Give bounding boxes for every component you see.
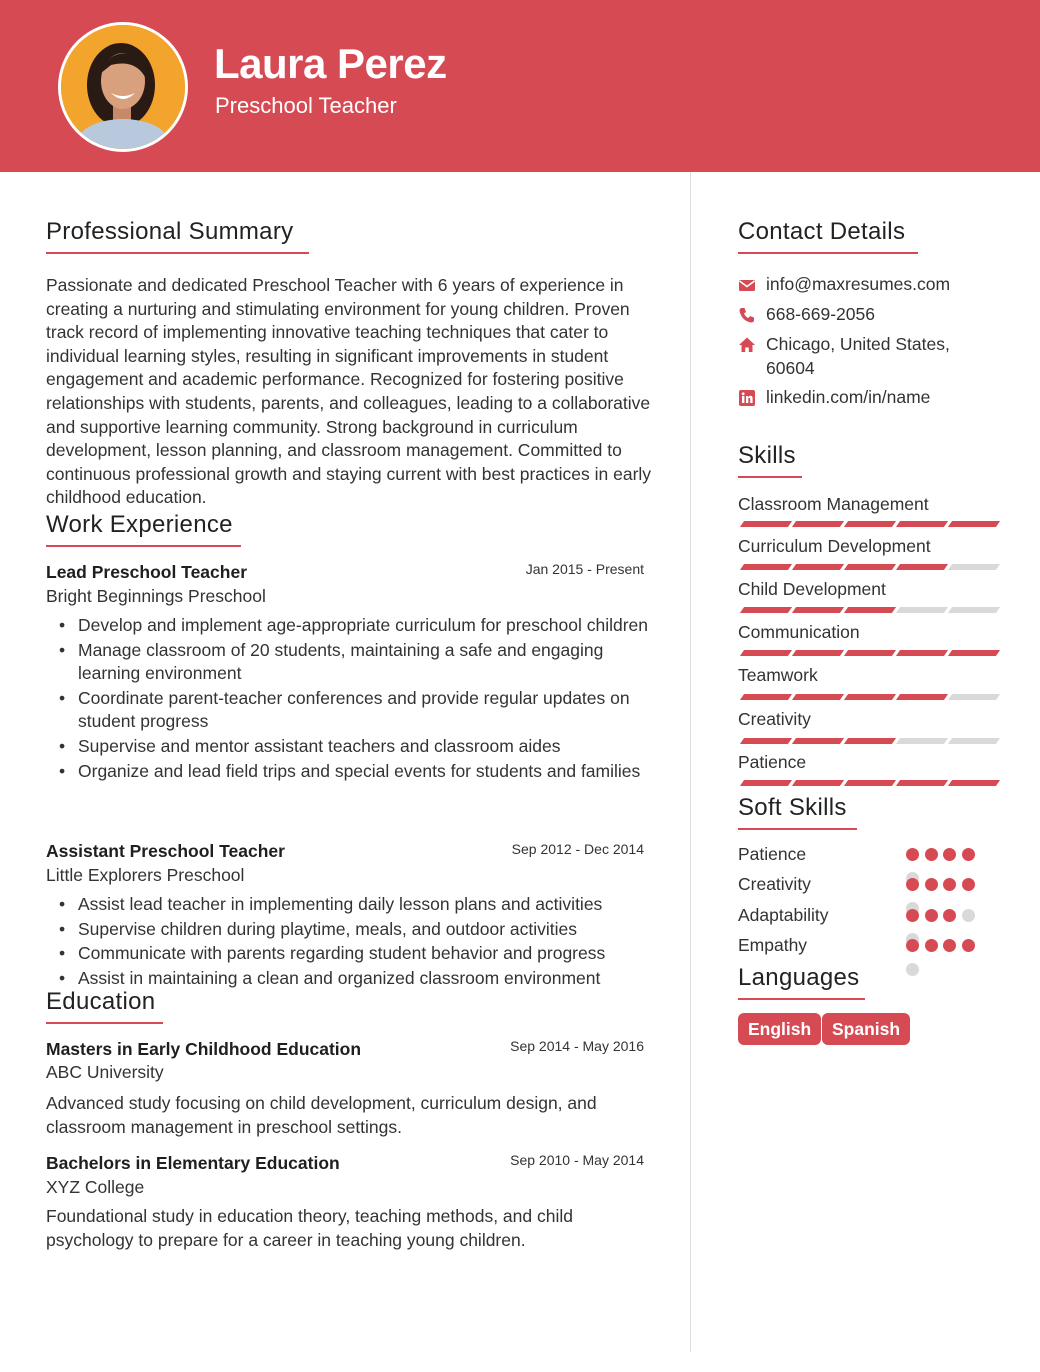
job-organization: Little Explorers Preschool (46, 865, 245, 885)
job-date: Jan 2015 - Present (525, 561, 644, 577)
skill-level-bar (738, 607, 994, 613)
skill-level-segment (896, 607, 948, 613)
job-title: Assistant Preschool Teacher (46, 841, 285, 861)
rating-dot (925, 909, 938, 922)
rating-dot (906, 848, 919, 861)
column-divider (690, 172, 691, 1352)
skill-level-bar (738, 650, 994, 656)
rating-dot (906, 909, 919, 922)
rating-dot (962, 939, 975, 952)
skill-level-segment (740, 780, 792, 786)
soft-skill-name: Empathy (738, 935, 808, 955)
rating-dot (925, 939, 938, 952)
language-badge: Spanish (822, 1013, 910, 1045)
experience-underline (46, 545, 241, 547)
education-date: Sep 2010 - May 2014 (510, 1152, 644, 1168)
list-item: • Develop and implement age-appropriate curriculum for preschool children (56, 614, 656, 638)
skill-level-segment (896, 564, 948, 570)
skill-level-segment (792, 738, 844, 744)
envelope-icon (738, 276, 756, 294)
list-item: • Coordinate parent-teacher conferences and provide regular updates on student progress (56, 687, 656, 734)
skill-level-segment (844, 650, 896, 656)
contact-heading: Contact Details (738, 218, 906, 245)
skill-level-bar (738, 738, 994, 744)
school-name: ABC University (46, 1062, 164, 1082)
experience-heading: Work Experience (46, 511, 233, 538)
skill-level-segment (740, 564, 792, 570)
rating-dot (943, 848, 956, 861)
contact-phone[interactable] (738, 303, 998, 327)
list-item: • Assist lead teacher in implementing daily lesson plans and activities (56, 893, 656, 917)
skill-level-segment (948, 694, 1000, 700)
skill-level-segment (844, 521, 896, 527)
school-name: XYZ College (46, 1177, 145, 1197)
education-underline (46, 1022, 163, 1024)
job-bullets (56, 614, 656, 784)
rating-dot (962, 909, 975, 922)
rating-dot (906, 878, 919, 891)
phone-icon (738, 306, 756, 324)
soft-skill-name: Adaptability (738, 905, 829, 925)
rating-dot (925, 848, 938, 861)
list-item: • Supervise children during playtime, meals, and outdoor activities (56, 918, 656, 942)
skill-level-segment (948, 738, 1000, 744)
contact-phone-text: 668-669-2056 (766, 304, 875, 324)
skill-level-segment (792, 650, 844, 656)
rating-dot (943, 909, 956, 922)
education-date: Sep 2014 - May 2016 (510, 1038, 644, 1054)
rating-dot (943, 939, 956, 952)
skill-level-segment (792, 564, 844, 570)
candidate-name: Laura Perez (214, 40, 447, 87)
skill-level-segment (792, 780, 844, 786)
degree-title: Bachelors in Elementary Education (46, 1153, 340, 1173)
contact-linkedin[interactable] (738, 386, 998, 410)
skill-name: Classroom Management (738, 494, 929, 514)
rating-dot (906, 963, 919, 976)
skill-name: Creativity (738, 709, 811, 729)
skill-name: Curriculum Development (738, 536, 931, 556)
education-description: Foundational study in education theory, teaching methods, and child psychology to prepare for a career in teaching young children. (46, 1206, 573, 1250)
skill-level-segment (896, 738, 948, 744)
skill-level-segment (792, 694, 844, 700)
contact-address (738, 333, 998, 380)
skill-level-bar (738, 521, 994, 527)
job-bullets (56, 893, 656, 991)
education-description: Advanced study focusing on child development, curriculum design, and classroom management in preschool settings. (46, 1093, 597, 1137)
list-item: • Supervise and mentor assistant teachers and classroom aides (56, 735, 656, 759)
soft-skills-heading: Soft Skills (738, 794, 847, 821)
skill-level-segment (844, 694, 896, 700)
person-portrait-icon (61, 25, 185, 149)
skill-level-segment (896, 650, 948, 656)
contact-underline (738, 252, 918, 254)
skill-level-bar (738, 564, 994, 570)
soft-skill-name: Creativity (738, 874, 811, 894)
degree-title: Masters in Early Childhood Education (46, 1039, 362, 1059)
languages-underline (738, 998, 865, 1000)
skill-name: Child Development (738, 579, 886, 599)
job-title: Lead Preschool Teacher (46, 562, 248, 582)
skill-level-segment (792, 521, 844, 527)
contact-email-text: info@maxresumes.com (766, 274, 951, 294)
skill-level-segment (740, 521, 792, 527)
education-heading: Education (46, 988, 156, 1015)
summary-underline (46, 252, 309, 254)
rating-dot (925, 878, 938, 891)
skill-level-segment (948, 780, 1000, 786)
rating-dot (962, 848, 975, 861)
list-item: • Communicate with parents regarding student behavior and progress (56, 942, 656, 966)
skill-level-segment (740, 738, 792, 744)
linkedin-icon (738, 389, 756, 407)
rating-dot (943, 878, 956, 891)
skill-level-segment (896, 780, 948, 786)
skill-name: Teamwork (738, 665, 818, 685)
skill-level-segment (948, 607, 1000, 613)
skill-level-segment (740, 607, 792, 613)
skill-name: Communication (738, 622, 860, 642)
skill-level-segment (740, 650, 792, 656)
language-badge: English (738, 1013, 821, 1045)
contact-address-text: Chicago, United States, 60604 (766, 334, 950, 378)
languages-heading: Languages (738, 964, 860, 991)
skill-level-segment (844, 564, 896, 570)
profile-photo (58, 22, 188, 152)
resume-header (0, 0, 1040, 172)
skill-level-segment (948, 521, 1000, 527)
skill-level-segment (792, 607, 844, 613)
skill-level-segment (844, 607, 896, 613)
skills-underline (738, 476, 802, 478)
soft-skills-underline (738, 828, 857, 830)
skill-name: Patience (738, 752, 807, 772)
skills-heading: Skills (738, 442, 796, 469)
job-date: Sep 2012 - Dec 2014 (511, 841, 644, 857)
list-item: • Assist in maintaining a clean and organized classroom environment (56, 967, 656, 991)
rating-dot (962, 878, 975, 891)
home-icon (738, 336, 756, 354)
skill-level-segment (948, 650, 1000, 656)
list-item: • Manage classroom of 20 students, maintaining a safe and engaging learning environment (56, 639, 656, 686)
skill-level-bar (738, 780, 994, 786)
job-organization: Bright Beginnings Preschool (46, 586, 266, 606)
candidate-role: Preschool Teacher (215, 93, 397, 118)
soft-skill-name: Patience (738, 844, 807, 864)
contact-linkedin-text: linkedin.com/in/name (766, 387, 931, 407)
rating-dot (906, 939, 919, 952)
contact-email[interactable] (738, 273, 998, 297)
list-item: • Organize and lead field trips and special events for students and families (56, 760, 656, 784)
skill-level-segment (844, 780, 896, 786)
summary-text: Passionate and dedicated Preschool Teacher with 6 years of experience in creating a nurturing and stimulating environment for young children. Proven track record of implementing innovative teaching techniques that cater to individual learning styles, resulting in significant improvements in student engagement and academic performance. Recognized for fostering positive relationships with students, parents, and colleagues, leading to a collaborative and supportive learning community. Strong background in curriculum development, lesson planning, and classroom management. Committed to continuous professional growth and staying current with best practices in early childhood education. (46, 275, 652, 508)
skill-level-segment (948, 564, 1000, 570)
skill-level-segment (740, 694, 792, 700)
skill-level-segment (844, 738, 896, 744)
skill-level-segment (896, 521, 948, 527)
summary-heading: Professional Summary (46, 218, 294, 245)
skill-level-segment (896, 694, 948, 700)
skill-level-bar (738, 694, 994, 700)
